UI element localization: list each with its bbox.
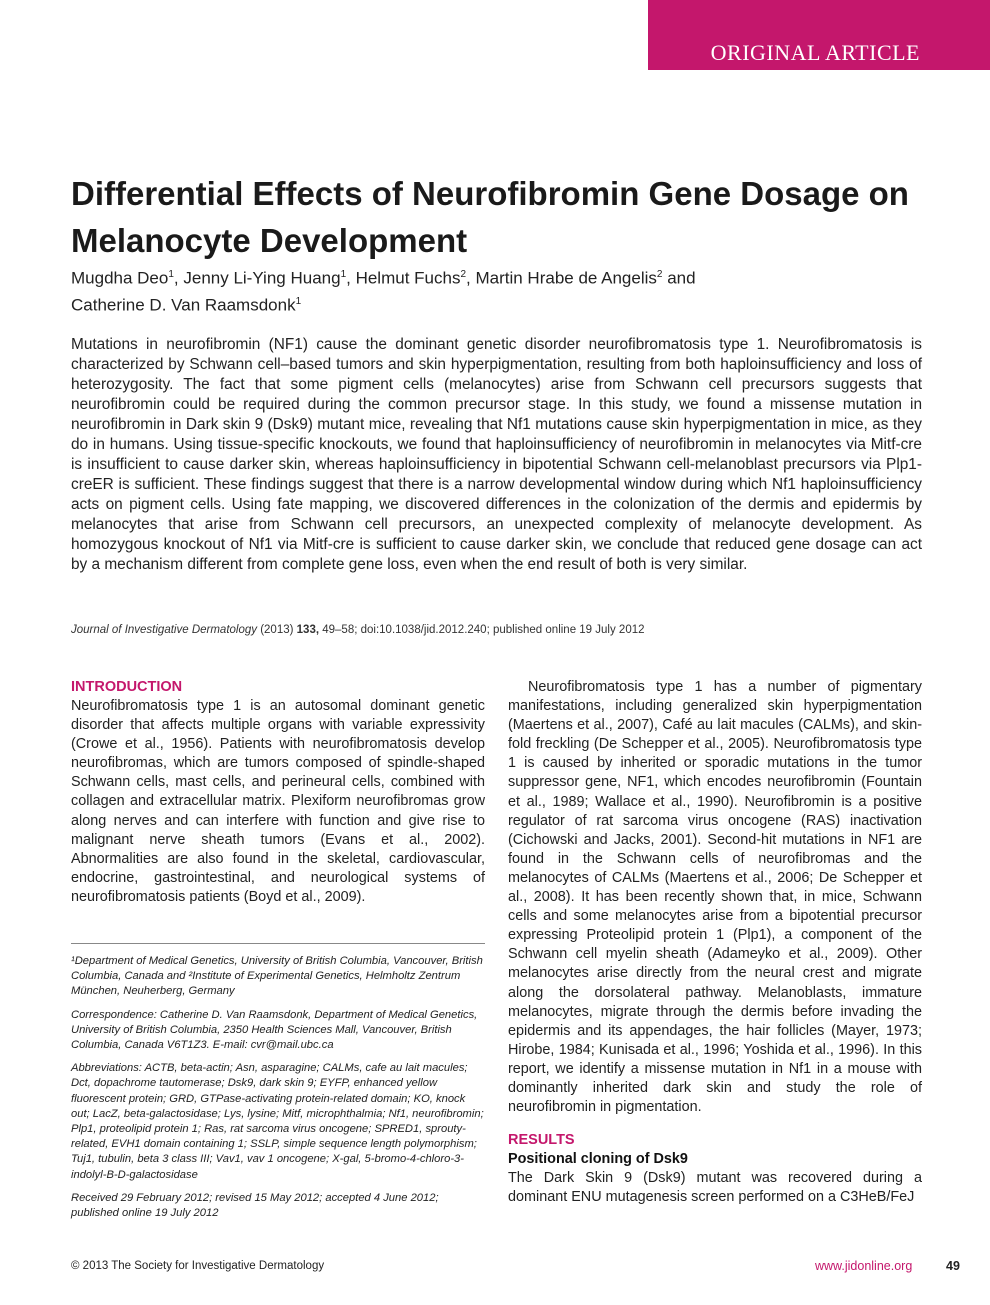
author-name[interactable]: Helmut Fuchs [355,268,461,288]
correspondence-footnote: Correspondence: Catherine D. Van Raamsdonk, Department of Medical Genetics, University of British Columbia, 2350 Health Sciences Mall, Vancouver, British Columbia, Canada V6T1Z3. E-mail: cvr@mail.ubc.ca [71,1008,478,1052]
received-dates-footnote: Received 29 February 2012; revised 15 May 2012; accepted 4 June 2012; published online 19 July 2012 [71,1191,439,1220]
abstract: Mutations in neurofibromin (NF1) cause the dominant genetic disorder neurofibromatosis type 1. Neurofibromatosis is characterized by Schwann cell–based tumors and skin hyperpigmentation, resulting from both haploinsufficiency and loss of heterozygosity. The fact that some pigment cells (melanocytes) arise from Schwann cell precursors suggests that neurofibromin could be required during the common precursor stage. In this study, we found a missense mutation in neurofibromin in Dark skin 9 (Dsk9) mutant mice, revealing that Nf1 mutations cause skin hyperpigmentation in mice, as they do in humans. Using tissue-specific knockouts, we found that haploinsufficiency of neurofibromin in melanocytes via Mitf-cre is insufficient to cause darker skin, whereas haploinsufficiency in bipotential Schwann cell-melanoblast precursors via Plp1-creER is sufficient. These findings suggest that there is a narrow developmental window during which Nf1 haploinsufficiency acts on pigment cells. Using fate mapping, we discovered differences in the colonization of the dermis and epidermis by melanocytes that arise from Schwann cell precursors, an unexpected complexity of melanocyte development. As homozygous knockout of Nf1 via Mitf-cre is sufficient to cause darker skin, we conclude that reduced gene dosage can act by a mechanism different from complete gene loss, even when the end result of both is very similar. [71,336,922,573]
citation-details: 49–58; doi:10.1038/jid.2012.240; published online 19 July 2012 [319,624,645,636]
journal-website-link[interactable]: www.jidonline.org [815,1259,913,1273]
affiliations-footnote: ¹Department of Medical Genetics, University of British Columbia, Vancouver, British Columbia, Canada and ²Institute of Experimental Genetics, Helmholtz Zentrum München, Neuherberg, Germany [71,955,483,998]
citation-volume: 133, [296,624,320,636]
results-subheading: Positional cloning of Dsk9 [508,1151,688,1168]
article-type-label: ORIGINAL ARTICLE [710,40,920,65]
citation-year: (2013) [257,624,297,636]
author-list [71,263,931,316]
author-name[interactable]: Jenny Li-Ying Huang [183,268,341,288]
left-column [71,678,485,1229]
citation-line [71,624,931,636]
background-paragraph: Neurofibromatosis type 1 has a number of pigmentary manifestations, including generalized skin hyperpigmentation (Maertens et al., 2007), Café au lait macules (CALMs), and skin-fold freckling (De Schepper et al., 2005). Neurofibromatosis type 1 is caused by inherited or sporadic mutations in the tumor suppressor gene, NF1, which encodes neurofibromin (Fountain et al., 1989; Wallace et al., 1990). Neurofibromin is a positive regulator of rat sarcoma virus oncogene (RAS) inactivation (Cichowski and Jacks, 2001). Second-hit mutations in NF1 are found in the Schwann cells of neurofibromas and the melanocytes of CALMs (Maertens et al., 2006; De Schepper et al., 2008). It has been recently shown that, in mice, Schwann cells and some melanocytes arise from a bipotential precursor expressing Proteolipid protein 1 (Plp1), a component of the Schwann cell myelin sheath (Adameyko et al., 2009). Other melanocytes arise directly from the neural crest and migrate along the dorsolateral pathway. Melanoblasts, immature melanocytes, migrate through the dermis before invading the epidermis and its appendages, the hair follicles (Mayer, 1973; Hirobe, 1984; Kunisada et al., 1996; Yoshida et al., 1996). In this report, we identify a missense mutation in Nf1 in a mouse with dominantly inherited dark skin and study the role of neurofibromin in pigmentation. [508,679,922,1116]
author-affiliation-mark: 2 [656,269,663,280]
right-column [508,678,922,1207]
introduction-heading: INTRODUCTION [71,679,183,695]
results-paragraph: The Dark Skin 9 (Dsk9) mutant was recovered during a dominant ENU mutagenesis screen performed on a C3HeB/FeJ [508,1170,922,1206]
journal-name: Journal of Investigative Dermatology [71,624,258,636]
author-affiliation-mark: 2 [460,269,467,280]
author-separator: , [466,268,476,288]
introduction-paragraph: Neurofibromatosis type 1 is an autosomal dominant genetic disorder that affects multiple organs with variable expressivity (Crowe et al., 1956). Patients with neurofibromatosis develop neurofibromas, which are tumors composed of spindle-shaped Schwann cells, mast cells, and perineural cells, combined with collagen and extracellular matrix. Plexiform neurofibromas grow along nerves and can interfere with function and give rise to malignant nerve sheath tumors (Evans et al., 2002). Abnormalities are also found in the skeletal, cardiovascular, endocrine, gastrointestinal, and neurological systems of neurofibromatosis patients (Boyd et al., 2009). [71,698,485,905]
article-title: Differential Effects of Neurofibromin Gene Dosage on Melanocyte Development [71,175,909,259]
abbreviations-footnote: Abbreviations: ACTB, beta-actin; Asn, asparagine; CALMs, cafe au lait macules; Dct, dopachrome tautomerase; Dsk9, dark skin 9; EYFP, enhanced yellow fluorescent protein; GRD, GTPase-activating protein-related domain; KO, knock out; LacZ, beta-galactosidase; Lys, lysine; Mitf, microphthalmia; Nf1, neurofibromin; Plp1, proteolipid protein 1; Ras, rat sarcoma virus oncogene; SPRED1, sprouty-related, EVH1 domain containing 1; SSLP, simple sequence length polymorphism; Tuj1, tubulin, beta 3 class III; Vav1, vav 1 oncogene; X-gal, 5-bromo-4-chloro-3-indolyl-B-D-galactosidase [71,1062,484,1181]
author-affiliation-mark: 1 [295,295,302,307]
author-separator: and [662,268,696,288]
footnote-divider [71,943,485,944]
author-separator: , [346,268,356,288]
results-heading: RESULTS [508,1132,575,1149]
author-name[interactable]: Martin Hrabe de Angelis [475,268,657,288]
page-number: 49 [946,1259,960,1273]
author-separator: , [173,268,184,288]
author-name[interactable]: Catherine D. Van Raamsdonk [71,295,296,315]
author-affiliation-mark: 1 [340,269,347,280]
article-type-banner [648,0,990,70]
author-name[interactable]: Mugdha Deo [71,268,169,288]
copyright-notice: © 2013 The Society for Investigative Dermatology [71,1260,325,1272]
author-affiliation-mark: 1 [168,269,174,280]
